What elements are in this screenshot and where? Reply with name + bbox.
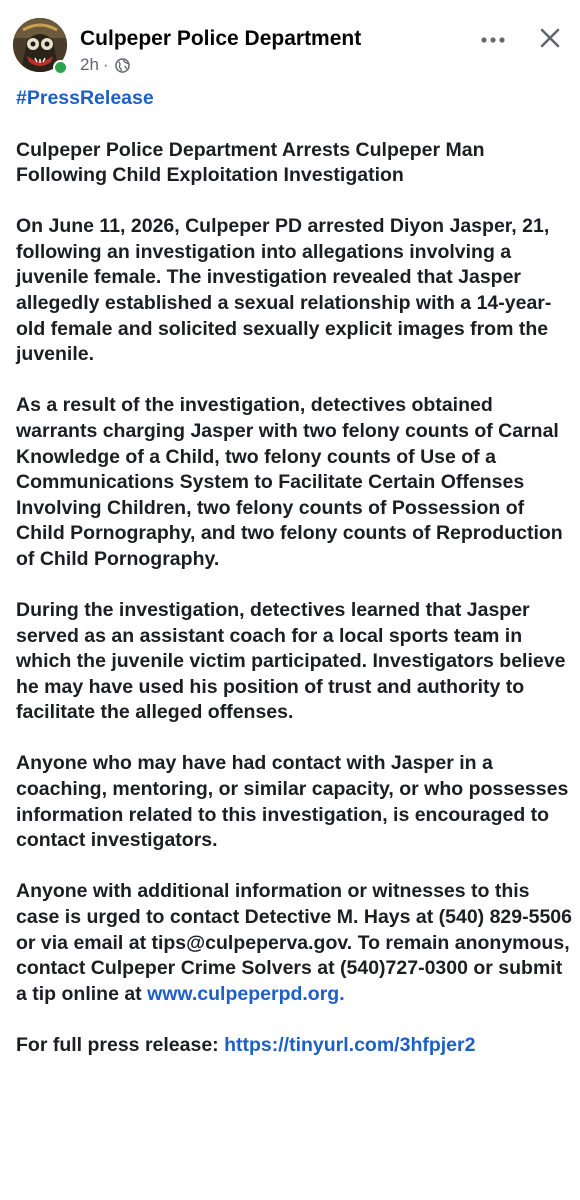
page-name[interactable]: Culpeper Police Department <box>80 27 362 50</box>
paragraph-contact-request: Anyone who may have had contact with Jasper in a coaching, mentoring, or similar capacity, or who possesses information related to this investigation, is encouraged to contact investigators. <box>16 752 569 852</box>
paragraph-charges: As a result of the investigation, detectives obtained warrants charging Jasper with two felony counts of Carnal Knowledge of a Child, two felony counts of Use of a Communications System to Facilitate Certain Offenses Involving Children, two felony counts of Possession of Child Pornography, and two felony counts of Reproduction of Child Pornography. <box>16 394 563 570</box>
post-title: Culpeper Police Department Arrests Culpeper Man Following Child Exploitation Investigation <box>16 138 485 187</box>
post-time[interactable]: 2h <box>80 55 99 74</box>
website-link[interactable]: www.culpeperpd.org. <box>147 982 345 1005</box>
post-body <box>16 86 572 1084</box>
hashtag-link[interactable]: #PressRelease <box>16 87 154 109</box>
paragraph-tips <box>16 879 572 1007</box>
close-button[interactable] <box>534 22 566 54</box>
meta-separator: · <box>102 55 109 74</box>
press-release-link[interactable]: https://tinyurl.com/3hfpjer2 <box>224 1033 476 1056</box>
paragraph-arrest: On June 11, 2026, Culpeper PD arrested Diyon Jasper, 21, following an investigation into allegations involving a juvenile female. The investigation revealed that Jasper allegedly established a sexual relationship with a 14-year-old female and solicited sexually explicit images from the juvenile. <box>16 215 552 366</box>
paragraph-full-release <box>16 1033 572 1059</box>
more-horizontal-icon <box>480 36 506 44</box>
tips-text: Anyone with additional information or witnesses to this case is urged to contact Detective M. Hays at (540) 829-5506 or via email at tips@culpeperva.gov. To remain anonymous, contact Culpeper Crime Solvers at (540)727-0300 or submit a tip online at <box>16 880 572 1005</box>
globe-icon[interactable] <box>115 58 130 73</box>
post-meta <box>80 55 130 75</box>
online-status-dot <box>53 60 68 75</box>
more-options-button[interactable] <box>478 26 508 54</box>
post-header <box>0 0 580 90</box>
close-icon <box>538 26 562 50</box>
full-release-label: For full press release: <box>16 1033 225 1056</box>
paragraph-coach: During the investigation, detectives learned that Jasper served as an assistant coach for a local sports team in which the juvenile victim participated. Investigators believe he may have used his position of trust and authority to facilitate the alleged offenses. <box>16 599 566 724</box>
